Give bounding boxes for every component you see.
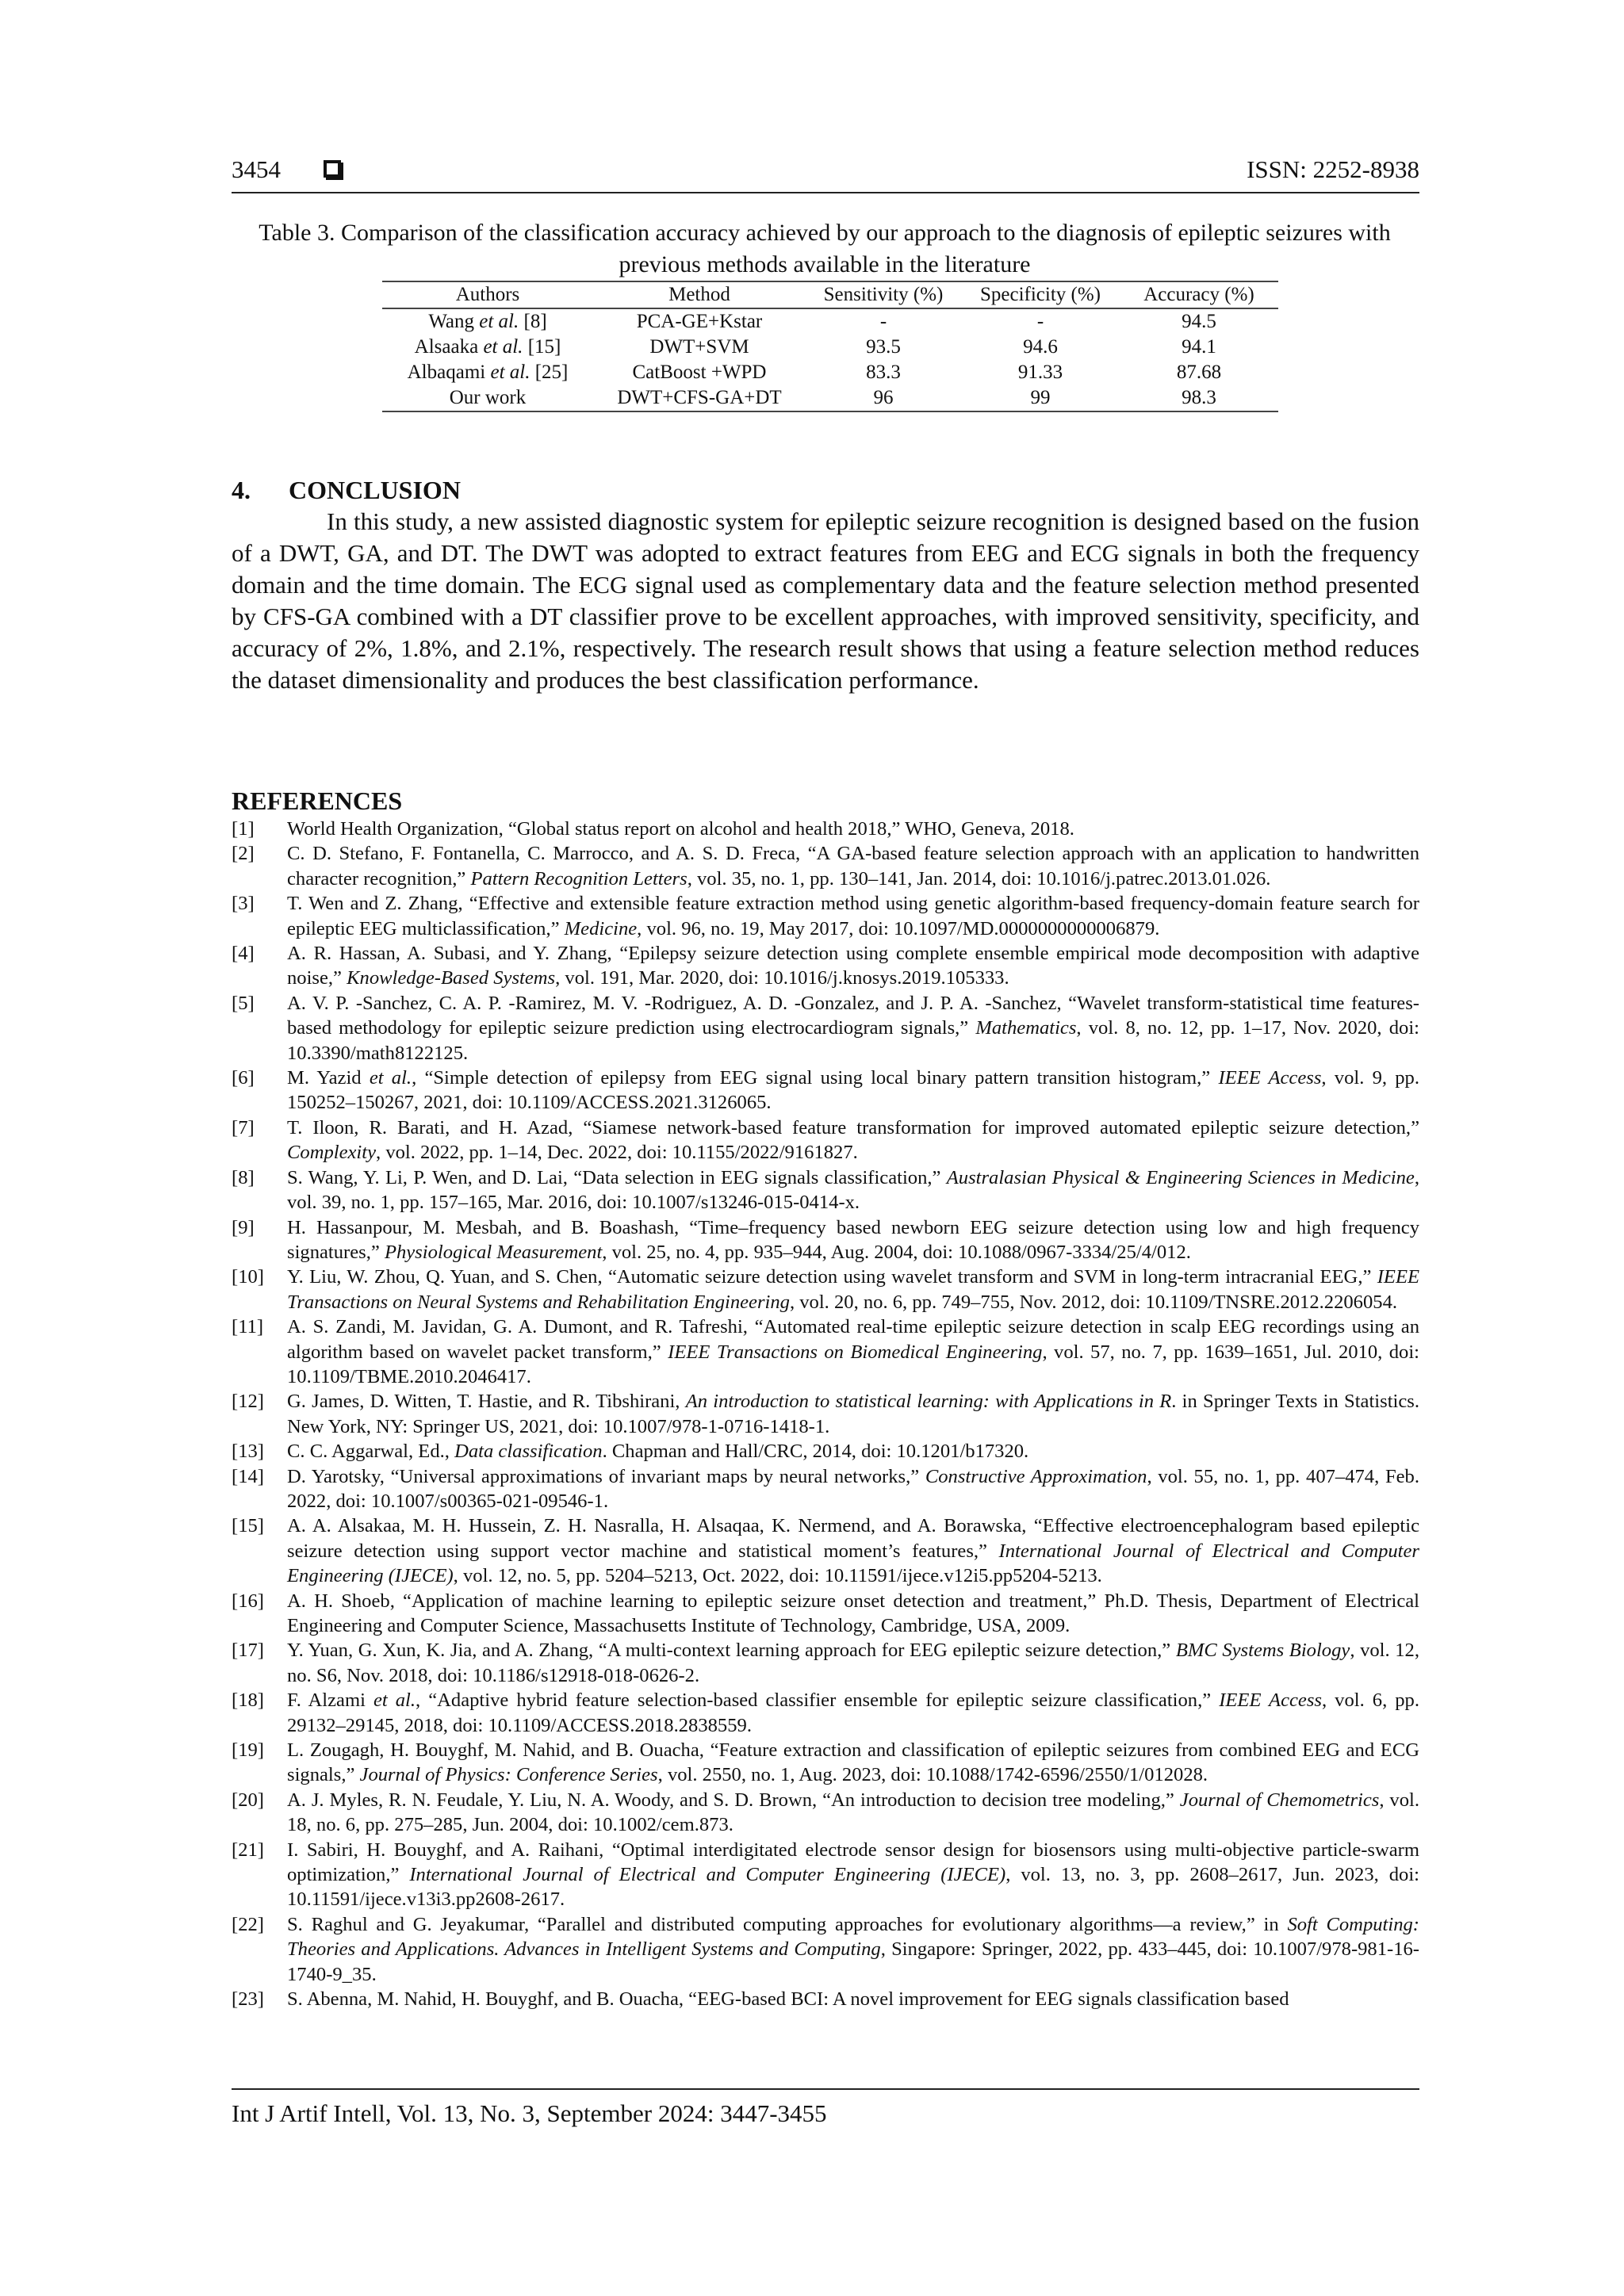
col-header-authors: Authors <box>455 284 520 305</box>
reference-number: [21] <box>232 1839 264 1861</box>
table-row <box>382 335 1278 360</box>
cell-method: DWT+SVM <box>649 336 749 358</box>
cell-specificity: - <box>1036 311 1044 332</box>
reference-text: S. Abenna, M. Nahid, H. Bouyghf, and B. Ouacha, “EEG-based BCI: A novel improvement for EEG signals classification based <box>287 1988 1289 2011</box>
reference-text: D. Yarotsky, “Universal approximations of invariant maps by neural networks,” Constructive Approximation, vol. 55, no. 1, pp. 407–474, Feb. 2022, doi: 10.1007/s00365-021-09546-1. <box>287 1465 1419 1512</box>
reference-number: [18] <box>232 1689 264 1712</box>
reference-text: L. Zougagh, H. Bouyghf, M. Nahid, and B. Ouacha, “Feature extraction and classification of epileptic seizures from combined EEG and ECG signals,” Journal of Physics: Conference Series, vol. 2550, no. 1, Aug. 2023, doi: 10.1088/1742-6596/2550/1/012028. <box>287 1739 1419 1786</box>
reference-text: G. James, D. Witten, T. Hastie, and R. Tibshirani, An introduction to statistical learning: with Applications in R. in Springer Texts in Statistics. New York, NY: Springer US, 2021, doi: 10.1007/978-1-0716-1418-1. <box>287 1391 1419 1437</box>
reference-text: A. A. Alsakaa, M. H. Hussein, Z. H. Nasralla, H. Alsaqaa, K. Nermend, and A. Borawska, “Effective electroencephalogram based epileptic seizure detection using support vector machine and statistical moment’s features,” International Journal of Electrical and Computer Engineering (IJECE), vol. 12, no. 5, pp. 5204–5213, Oct. 2022, doi: 10.11591/ijece.v12i5.pp5204-5213. <box>287 1515 1420 1587</box>
reference-number: [10] <box>232 1266 264 1288</box>
reference-item <box>232 1838 1419 1912</box>
reference-item <box>232 1066 1419 1115</box>
reference-number: [19] <box>232 1739 264 1762</box>
reference-number: [15] <box>232 1515 264 1537</box>
reference-item <box>232 1389 1419 1439</box>
cell-sensitivity: - <box>879 311 887 332</box>
reference-item <box>232 941 1419 991</box>
cell-specificity: 91.33 <box>1017 362 1063 383</box>
reference-item <box>232 1788 1419 1838</box>
cell-author: Albaqami et al. [25] <box>407 362 569 383</box>
section-title: CONCLUSION <box>289 476 461 504</box>
reference-text: A. H. Shoeb, “Application of machine learning to epileptic seizure onset detection and treatment,” Ph.D. Thesis, Department of Electrical Engineering and Computer Science, Massachusetts Institute of Technology, Cambridge, USA, 2009. <box>287 1590 1419 1636</box>
reference-text: S. Wang, Y. Li, P. Wen, and D. Lai, “Data selection in EEG signals classification,” Australasian Physical & Engineering Sciences in Medicine, vol. 39, no. 1, pp. 157–165, Mar. 2016, doi: 10.1007/s13246-015-0414-x. <box>287 1166 1419 1214</box>
cell-sensitivity: 93.5 <box>866 336 901 358</box>
reference-text: M. Yazid et al., “Simple detection of epilepsy from EEG signal using local binary pattern transition histogram,” IEEE Access, vol. 9, pp. 150252–150267, 2021, doi: 10.1109/ACCESS.2021.3126065. <box>287 1067 1419 1114</box>
reference-text: T. Iloon, R. Barati, and H. Azad, “Siamese network-based feature transformation for improved automated epileptic seizure detection,” Complexity, vol. 2022, pp. 1–14, Dec. 2022, doi: 10.1155/2022/9161827. <box>287 1116 1419 1164</box>
checkbox-square-icon <box>324 160 341 178</box>
reference-item <box>232 1638 1419 1688</box>
reference-text: S. Raghul and G. Jeyakumar, “Parallel and distributed computing approaches for evolutionary algorithms—a review,” in Soft Computing: Theories and Applications. Advances in Intelligent Systems and Computing, Singapore: Springer, 2022, pp. 433–445, doi: 10.1007/978-981-16-1740-9_35. <box>287 1913 1419 1985</box>
issn: ISSN: 2252-8938 <box>1247 155 1419 183</box>
footer-citation: Int J Artif Intell, Vol. 13, No. 3, September 2024: 3447-3455 <box>232 2099 827 2127</box>
references-heading: REFERENCES <box>232 786 403 815</box>
reference-number: [2] <box>232 843 255 865</box>
comparison-table <box>382 281 1278 412</box>
col-header-specificity: Specificity (%) <box>979 284 1101 305</box>
reference-text: F. Alzami et al., “Adaptive hybrid feature selection-based classifier ensemble for epileptic seizure classification,” IEEE Access, vol. 6, pp. 29132–29145, 2018, doi: 10.1109/ACCESS.2018.2838559. <box>287 1689 1419 1736</box>
table-caption: Table 3. Comparison of the classification accuracy achieved by our approach to the diagnosis of epileptic seizures with previous methods available in the literature <box>259 220 1391 277</box>
reference-number: [11] <box>232 1316 264 1338</box>
reference-text: A. V. P. -Sanchez, C. A. P. -Ramirez, M. V. -Rodriguez, A. D. -Gonzalez, and J. P. A. -Sanchez, “Wavelet transform-statistical time features-based methodology for epileptic seizure prediction using electrocardiogram signals,” Mathematics, vol. 8, no. 12, pp. 1–17, Nov. 2020, doi: 10.3390/math8122125. <box>287 992 1419 1064</box>
reference-number: [9] <box>232 1216 255 1238</box>
cell-sensitivity: 83.3 <box>866 362 901 383</box>
conclusion-paragraph: In this study, a new assisted diagnostic system for epileptic seizure recognition is designed based on the fusion of a DWT, GA, and DT. The DWT was adopted to extract features from EEG and ECG signals in both the frequency domain and the time domain. The ECG signal used as complementary data and the feature selection method presented by CFS-GA combined with a DT classifier prove to be excellent approaches, with improved sensitivity, specificity, and accuracy of 2%, 1.8%, and 2.1%, respectively. The research result shows that using a feature selection method reduces the dataset dimensionality and produces the best classification performance. <box>232 507 1419 694</box>
reference-number: [6] <box>232 1067 255 1089</box>
reference-item <box>232 841 1419 891</box>
reference-text: A. J. Myles, R. N. Feudale, Y. Liu, N. A. Woody, and S. D. Brown, “An introduction to decision tree modeling,” Journal of Chemometrics, vol. 18, no. 6, pp. 275–285, Jun. 2004, doi: 10.1002/cem.873. <box>287 1789 1420 1836</box>
conclusion-heading <box>232 474 461 506</box>
cell-specificity: 99 <box>1030 387 1051 408</box>
cell-method: CatBoost +WPD <box>632 362 767 383</box>
cell-method: PCA-GE+Kstar <box>636 311 763 332</box>
reference-item <box>232 1265 1419 1314</box>
page-number: 3454 <box>232 155 281 183</box>
cell-accuracy: 94.1 <box>1182 336 1216 358</box>
reference-item <box>232 1215 1419 1265</box>
cell-specificity: 94.6 <box>1023 336 1058 358</box>
section-number: 4. <box>232 476 251 504</box>
cell-accuracy: 94.5 <box>1182 311 1216 332</box>
reference-number: [13] <box>232 1441 264 1463</box>
reference-text: I. Sabiri, H. Bouyghf, and A. Raihani, “Optimal interdigitated electrode sensor design for biosensors using multi-objective particle-swarm optimization,” International Journal of Electrical and Computer Engineering (IJECE), vol. 13, no. 3, pp. 2608–2617, Jun. 2023, doi: 10.11591/ijece.v13i3.pp2608-2617. <box>287 1839 1419 1911</box>
reference-number: [7] <box>232 1116 255 1138</box>
reference-number: [14] <box>232 1465 264 1487</box>
reference-text: C. D. Stefano, F. Fontanella, C. Marrocco, and A. S. D. Freca, “A GA-based feature selection approach with an application to handwritten character recognition,” Pattern Recognition Letters, vol. 35, no. 1, pp. 130–141, Jan. 2014, doi: 10.1016/j.patrec.2013.01.026. <box>287 843 1419 890</box>
reference-number: [22] <box>232 1913 264 1935</box>
col-header-accuracy: Accuracy (%) <box>1143 284 1254 305</box>
reference-text: C. C. Aggarwal, Ed., Data classification. Chapman and Hall/CRC, 2014, doi: 10.1201/b17320. <box>287 1441 1029 1463</box>
reference-item <box>232 991 1419 1066</box>
col-header-sensitivity: Sensitivity (%) <box>823 284 944 305</box>
reference-item <box>232 1439 1419 1464</box>
reference-list <box>232 817 1419 2012</box>
reference-number: [16] <box>232 1590 264 1612</box>
cell-accuracy: 98.3 <box>1182 387 1216 408</box>
reference-item <box>232 1688 1419 1738</box>
cell-author: Wang et al. [8] <box>428 311 547 332</box>
reference-number: [3] <box>232 893 255 915</box>
reference-number: [23] <box>232 1988 264 2011</box>
reference-text: Y. Yuan, G. Xun, K. Jia, and A. Zhang, “A multi-context learning approach for EEG epileptic seizure detection,” BMC Systems Biology, vol. 12, no. S6, Nov. 2018, doi: 10.1186/s12918-018-0626-2. <box>287 1640 1419 1686</box>
reference-number: [8] <box>232 1166 255 1188</box>
cell-method: DWT+CFS-GA+DT <box>617 387 782 408</box>
reference-item <box>232 1589 1419 1639</box>
reference-number: [5] <box>232 992 255 1014</box>
col-header-method: Method <box>668 284 730 305</box>
reference-item <box>232 891 1419 941</box>
reference-number: [12] <box>232 1391 264 1413</box>
table-header-row <box>382 281 1278 308</box>
reference-item <box>232 1464 1419 1514</box>
reference-number: [20] <box>232 1789 264 1811</box>
reference-item <box>232 1115 1419 1165</box>
reference-number: [1] <box>232 818 255 840</box>
reference-text: A. R. Hassan, A. Subasi, and Y. Zhang, “Epilepsy seizure detection using complete ensemble empirical mode decomposition with adaptive noise,” Knowledge-Based Systems, vol. 191, Mar. 2020, doi: 10.1016/j.knosys.2019.105333. <box>287 943 1419 989</box>
reference-item <box>232 1513 1419 1588</box>
header-rule <box>232 192 1419 193</box>
reference-text: World Health Organization, “Global status report on alcohol and health 2018,” WHO, Geneva, 2018. <box>287 818 1074 840</box>
reference-text: A. S. Zandi, M. Javidan, G. A. Dumont, and R. Tafreshi, “Automated real-time epileptic seizure detection in scalp EEG recordings using an algorithm based on wavelet packet transform,” IEEE Transactions on Biomedical Engineering, vol. 57, no. 7, pp. 1639–1651, Jul. 2010, doi: 10.1109/TBME.2010.2046417. <box>287 1316 1420 1387</box>
reference-number: [4] <box>232 943 255 965</box>
reference-item <box>232 817 1419 841</box>
table-row <box>382 385 1278 411</box>
reference-text: Y. Liu, W. Zhou, Q. Yuan, and S. Chen, “Automatic seizure detection using wavelet transform and SVM in long-term intracranial EEG,” IEEE Transactions on Neural Systems and Rehabilitation Engineering, vol. 20, no. 6, pp. 749–755, Nov. 2012, doi: 10.1109/TNSRE.2012.2206054. <box>287 1266 1419 1313</box>
reference-item <box>232 1987 1419 2011</box>
cell-sensitivity: 96 <box>873 387 894 408</box>
reference-number: [17] <box>232 1640 264 1662</box>
reference-item <box>232 1165 1419 1215</box>
footer-rule <box>232 2088 1419 2090</box>
reference-item <box>232 1314 1419 1389</box>
reference-text: H. Hassanpour, M. Mesbah, and B. Boashash, “Time–frequency based newborn EEG seizure detection using low and high frequency signatures,” Physiological Measurement, vol. 25, no. 4, pp. 935–944, Aug. 2004, doi: 10.1088/0967-3334/25/4/012. <box>287 1216 1419 1263</box>
table-row <box>382 360 1278 385</box>
reference-item <box>232 1912 1419 1987</box>
cell-author: Our work <box>449 387 527 408</box>
cell-author: Alsaaka et al. [15] <box>414 336 561 358</box>
reference-item <box>232 1738 1419 1788</box>
cell-accuracy: 87.68 <box>1176 362 1222 383</box>
table-row <box>382 308 1278 335</box>
reference-text: T. Wen and Z. Zhang, “Effective and extensible feature extraction method using genetic algorithm-based frequency-domain feature search for epileptic EEG multiclassification,” Medicine, vol. 96, no. 19, May 2017, doi: 10.1097/MD.0000000000006879. <box>287 893 1419 939</box>
